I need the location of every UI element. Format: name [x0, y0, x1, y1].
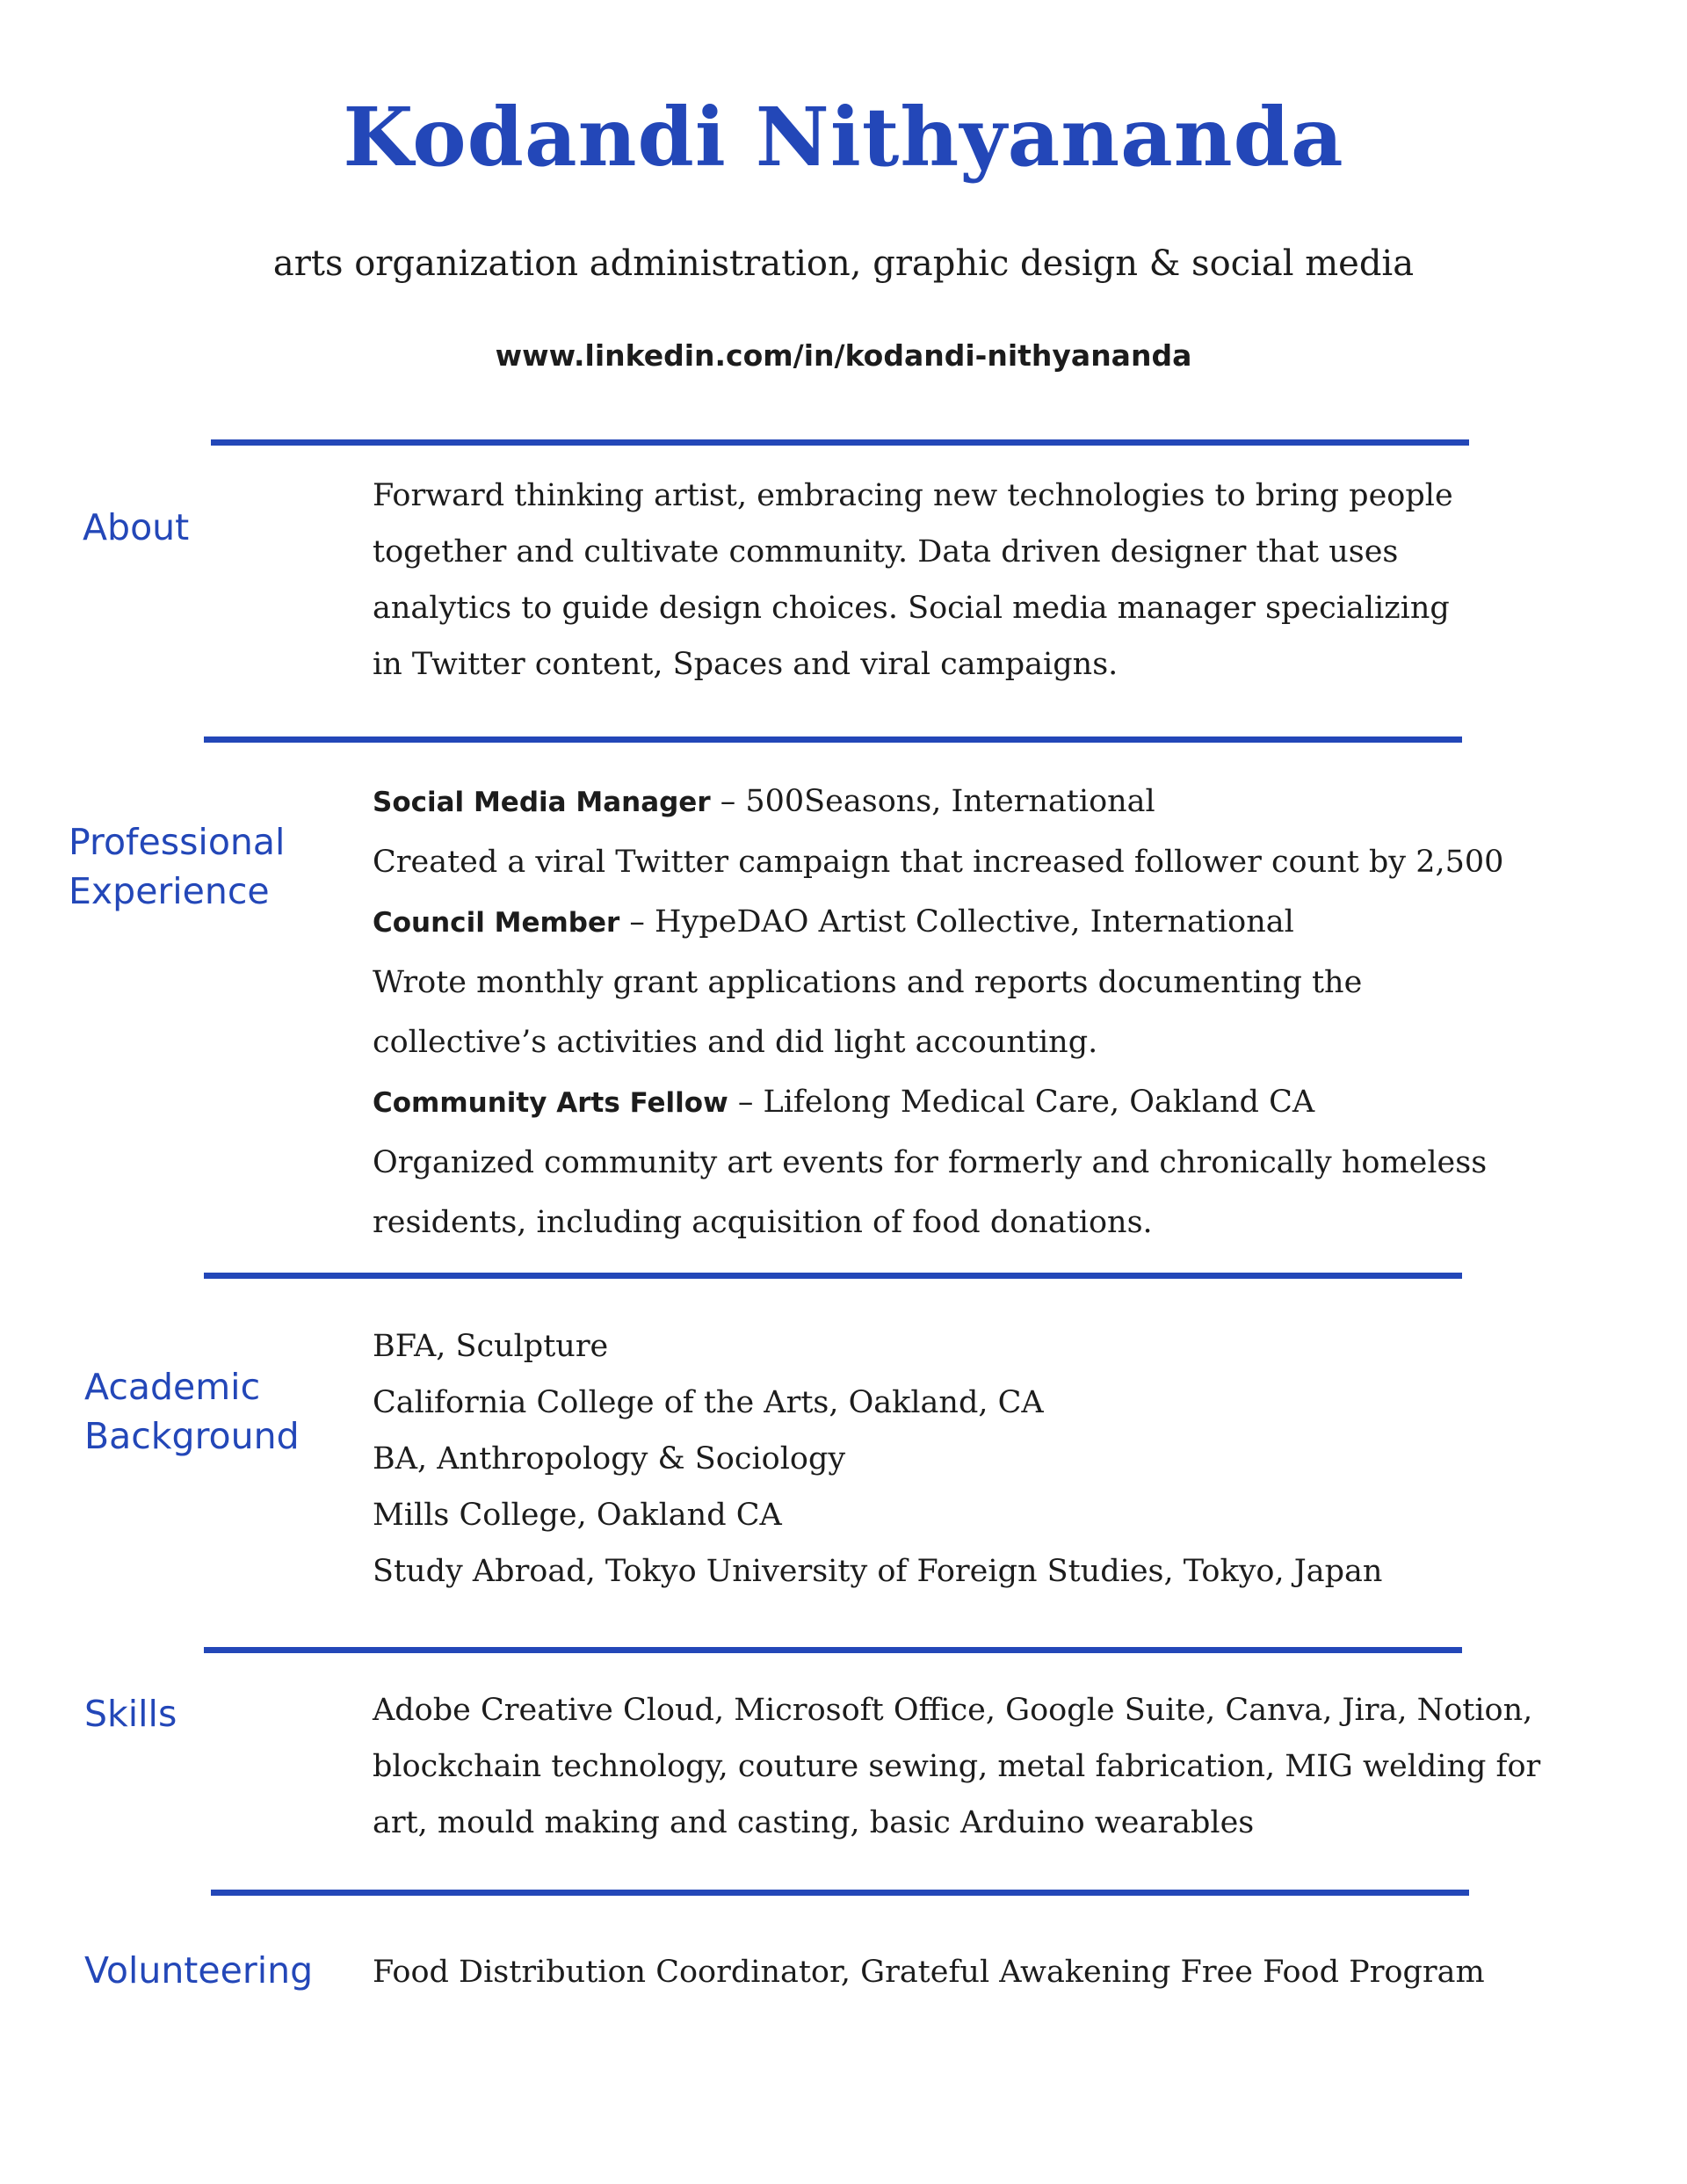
education-line: BA, Anthropology & Sociology	[373, 1441, 846, 1477]
about-text	[373, 468, 1488, 693]
skills-line: blockchain technology, couture sewing, metal fabrication, MIG welding for	[373, 1749, 1541, 1784]
job-description: Wrote monthly grant applications and reports documenting the	[373, 965, 1363, 1000]
education-list	[373, 1318, 1488, 1600]
job-title: Social Media Manager	[373, 787, 711, 818]
resume-tagline: arts organization administration, graphic design & social media	[272, 243, 1415, 284]
skills-line: art, mould making and casting, basic Arduino wearables	[373, 1805, 1255, 1840]
section-divider	[204, 736, 1462, 743]
experience-label-line: Professional	[69, 821, 286, 863]
about-label: About	[83, 506, 190, 548]
section-divider	[211, 1890, 1469, 1896]
section-divider	[204, 1647, 1462, 1653]
job-heading	[373, 1072, 1488, 1133]
resume-name: Kodandi Nithyananda	[343, 90, 1344, 185]
job-description: Created a viral Twitter campaign that increased follower count by 2,500	[373, 845, 1504, 880]
education-label	[84, 1362, 300, 1461]
section-divider	[204, 1273, 1462, 1279]
job-title: Community Arts Fellow	[373, 1087, 728, 1119]
education-line: Mills College, Oakland CA	[373, 1498, 782, 1533]
job-heading	[373, 892, 1488, 953]
experience-label-line: Experience	[69, 870, 270, 912]
education-line: BFA, Sculpture	[373, 1329, 609, 1364]
job-org: – Lifelong Medical Care, Oakland CA	[728, 1085, 1315, 1120]
job-description: collective’s activities and did light accounting.	[373, 1025, 1098, 1060]
skills-label: Skills	[84, 1693, 177, 1735]
education-line: California College of the Arts, Oakland, CA	[373, 1385, 1044, 1420]
job-description: Organized community art events for formerly and chronically homeless	[373, 1145, 1488, 1180]
skills-line: Adobe Creative Cloud, Microsoft Office, Google Suite, Canva, Jira, Notion,	[373, 1693, 1533, 1728]
volunteering-text	[373, 1944, 1488, 2000]
job-org: – 500Seasons, International	[710, 784, 1155, 819]
job-description: residents, including acquisition of food donations.	[373, 1205, 1153, 1240]
about-line: analytics to guide design choices. Social media manager specializing	[373, 591, 1450, 626]
education-label-line: Academic	[84, 1366, 261, 1408]
skills-text	[373, 1682, 1541, 1851]
job-title: Council Member	[373, 907, 620, 939]
about-line: Forward thinking artist, embracing new technologies to bring people	[373, 478, 1453, 513]
linkedin-link[interactable]: www.linkedin.com/in/kodandi-nithyananda	[495, 338, 1192, 373]
job-org: – HypeDAO Artist Collective, International	[619, 904, 1294, 940]
about-line: in Twitter content, Spaces and viral campaigns.	[373, 647, 1119, 682]
education-line: Study Abroad, Tokyo University of Foreign Studies, Tokyo, Japan	[373, 1554, 1383, 1589]
about-line: together and cultivate community. Data driven designer that uses	[373, 534, 1399, 570]
experience-label	[69, 817, 285, 916]
education-label-line: Background	[84, 1415, 300, 1457]
volunteering-label: Volunteering	[84, 1949, 314, 1992]
job-heading	[373, 772, 1488, 832]
section-divider	[211, 439, 1469, 446]
experience-list	[373, 772, 1504, 1252]
volunteering-line: Food Distribution Coordinator, Grateful Awakening Free Food Program	[373, 1955, 1485, 1990]
